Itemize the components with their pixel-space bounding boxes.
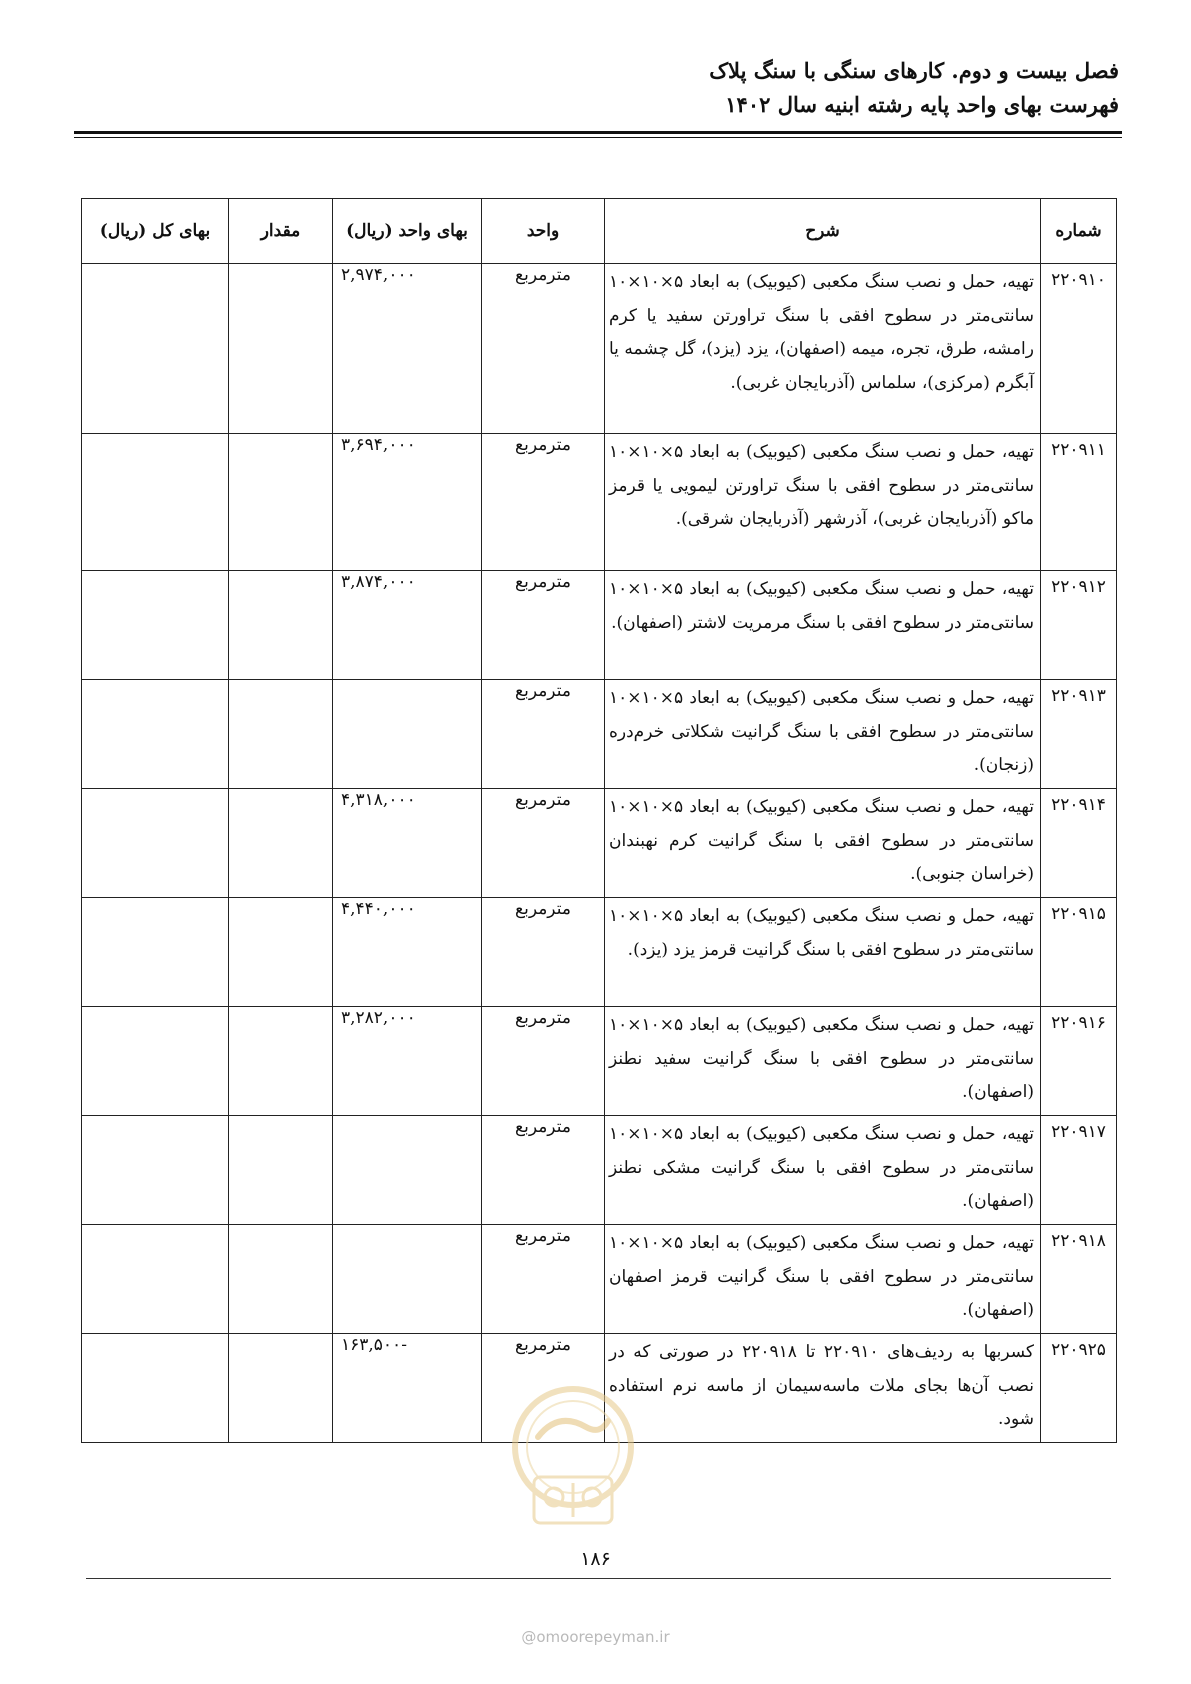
row-quantity [229,571,333,680]
table-row [82,1116,1117,1225]
row-unit: مترمربع [482,789,605,898]
row-quantity [229,434,333,571]
row-unit: مترمربع [482,1116,605,1225]
row-quantity [229,680,333,789]
row-total-price [82,1334,229,1443]
table-header-row [82,199,1117,264]
row-unit-price: ۲,۹۷۴,۰۰۰ [333,264,482,434]
row-description: کسربها به ردیف‌های ۲۲۰۹۱۰ تا ۲۲۰۹۱۸ در صورتی که در نصب آن‌ها بجای ملات ماسه‌سیمان از ماسه نرم استفاده شود. [605,1334,1041,1443]
row-number: ۲۲۰۹۱۴ [1041,789,1117,898]
page-header [69,54,1119,122]
website-watermark: @omoorepeyman.ir [521,1628,670,1646]
row-unit-price: ۳,۸۷۴,۰۰۰ [333,571,482,680]
row-unit-price: ۳,۲۸۲,۰۰۰ [333,1007,482,1116]
row-unit-price [333,680,482,789]
row-number: ۲۲۰۹۱۸ [1041,1225,1117,1334]
row-total-price [82,1116,229,1225]
row-quantity [229,1225,333,1334]
row-total-price [82,680,229,789]
row-total-price [82,264,229,434]
footer-rule [86,1578,1111,1579]
header-unit: واحد [482,199,605,264]
row-description: تهیه، حمل و نصب سنگ مکعبی (کیوبیک) به ابعاد ۵×۱۰×۱۰ سانتی‌متر در سطوح افقی با سنگ گرانیت قرمز یزد (یزد). [605,898,1041,1007]
header-rule-thin [74,137,1122,138]
header-unit-price: بهای واحد (ریال) [333,199,482,264]
table-row [82,680,1117,789]
row-quantity [229,264,333,434]
row-unit-price: ۳,۶۹۴,۰۰۰ [333,434,482,571]
row-description: تهیه، حمل و نصب سنگ مکعبی (کیوبیک) به ابعاد ۵×۱۰×۱۰ سانتی‌متر در سطوح افقی با سنگ گرانیت کرم نهبندان (خراسان جنوبی). [605,789,1041,898]
row-unit: مترمربع [482,264,605,434]
header-number: شماره [1041,199,1117,264]
row-description: تهیه، حمل و نصب سنگ مکعبی (کیوبیک) به ابعاد ۵×۱۰×۱۰ سانتی‌متر در سطوح افقی با سنگ گرانیت مشکی نطنز (اصفهان). [605,1116,1041,1225]
chapter-title: فصل بیست و دوم. کارهای سنگی با سنگ پلاک [709,58,1119,83]
row-quantity [229,1007,333,1116]
row-unit-price: -۱۶۳,۵۰۰ [333,1334,482,1443]
row-unit: مترمربع [482,1334,605,1443]
row-quantity [229,789,333,898]
row-unit: مترمربع [482,1007,605,1116]
row-number: ۲۲۰۹۱۱ [1041,434,1117,571]
table-row [82,789,1117,898]
row-quantity [229,1116,333,1225]
row-unit: مترمربع [482,434,605,571]
row-number: ۲۲۰۹۲۵ [1041,1334,1117,1443]
page-number: ۱۸۶ [580,1548,611,1570]
list-title: فهرست بهای واحد پایه رشته ابنیه سال ۱۴۰۲ [725,92,1119,117]
row-total-price [82,571,229,680]
row-unit-price [333,1116,482,1225]
row-number: ۲۲۰۹۱۲ [1041,571,1117,680]
table-row [82,1225,1117,1334]
row-unit: مترمربع [482,1225,605,1334]
header-quantity: مقدار [229,199,333,264]
row-description: تهیه، حمل و نصب سنگ مکعبی (کیوبیک) به ابعاد ۵×۱۰×۱۰ سانتی‌متر در سطوح افقی با سنگ گرانیت سفید نطنز (اصفهان). [605,1007,1041,1116]
table-row [82,571,1117,680]
row-total-price [82,434,229,571]
row-number: ۲۲۰۹۱۰ [1041,264,1117,434]
company-seal-logo-icon [508,1385,638,1535]
row-quantity [229,1334,333,1443]
row-description: تهیه، حمل و نصب سنگ مکعبی (کیوبیک) به ابعاد ۵×۱۰×۱۰ سانتی‌متر در سطوح افقی با سنگ تراورتن لیمویی یا قرمز ماکو (آذربایجان غربی)، آذرشهر (آذربایجان شرقی). [605,434,1041,571]
row-total-price [82,898,229,1007]
row-number: ۲۲۰۹۱۳ [1041,680,1117,789]
header-description: شرح [605,199,1041,264]
row-unit: مترمربع [482,680,605,789]
row-description: تهیه، حمل و نصب سنگ مکعبی (کیوبیک) به ابعاد ۵×۱۰×۱۰ سانتی‌متر در سطوح افقی با سنگ گرانیت قرمز اصفهان (اصفهان). [605,1225,1041,1334]
row-description: تهیه، حمل و نصب سنگ مکعبی (کیوبیک) به ابعاد ۵×۱۰×۱۰ سانتی‌متر در سطوح افقی با سنگ تراورتن سفید یا کرم رامشه، طرق، تجره، میمه (اصفهان)، یزد (یزد)، گل چشمه یا آبگرم (مرکزی)، سلماس (آذربایجان غربی). [605,264,1041,434]
header-rule-thick [74,131,1122,134]
row-description: تهیه، حمل و نصب سنگ مکعبی (کیوبیک) به ابعاد ۵×۱۰×۱۰ سانتی‌متر در سطوح افقی با سنگ مرمریت لاشتر (اصفهان). [605,571,1041,680]
price-table [81,198,1117,1443]
table-row [82,1007,1117,1116]
row-total-price [82,1225,229,1334]
table-row [82,264,1117,434]
row-description: تهیه، حمل و نصب سنگ مکعبی (کیوبیک) به ابعاد ۵×۱۰×۱۰ سانتی‌متر در سطوح افقی با سنگ گرانیت شکلاتی خرم‌دره (زنجان). [605,680,1041,789]
row-unit: مترمربع [482,898,605,1007]
row-unit-price: ۴,۳۱۸,۰۰۰ [333,789,482,898]
row-unit-price [333,1225,482,1334]
row-number: ۲۲۰۹۱۵ [1041,898,1117,1007]
row-quantity [229,898,333,1007]
row-unit: مترمربع [482,571,605,680]
row-unit-price: ۴,۴۴۰,۰۰۰ [333,898,482,1007]
row-total-price [82,1007,229,1116]
header-total-price: بهای کل (ریال) [82,199,229,264]
row-number: ۲۲۰۹۱۶ [1041,1007,1117,1116]
table-row [82,898,1117,1007]
row-number: ۲۲۰۹۱۷ [1041,1116,1117,1225]
row-total-price [82,789,229,898]
table-row [82,434,1117,571]
